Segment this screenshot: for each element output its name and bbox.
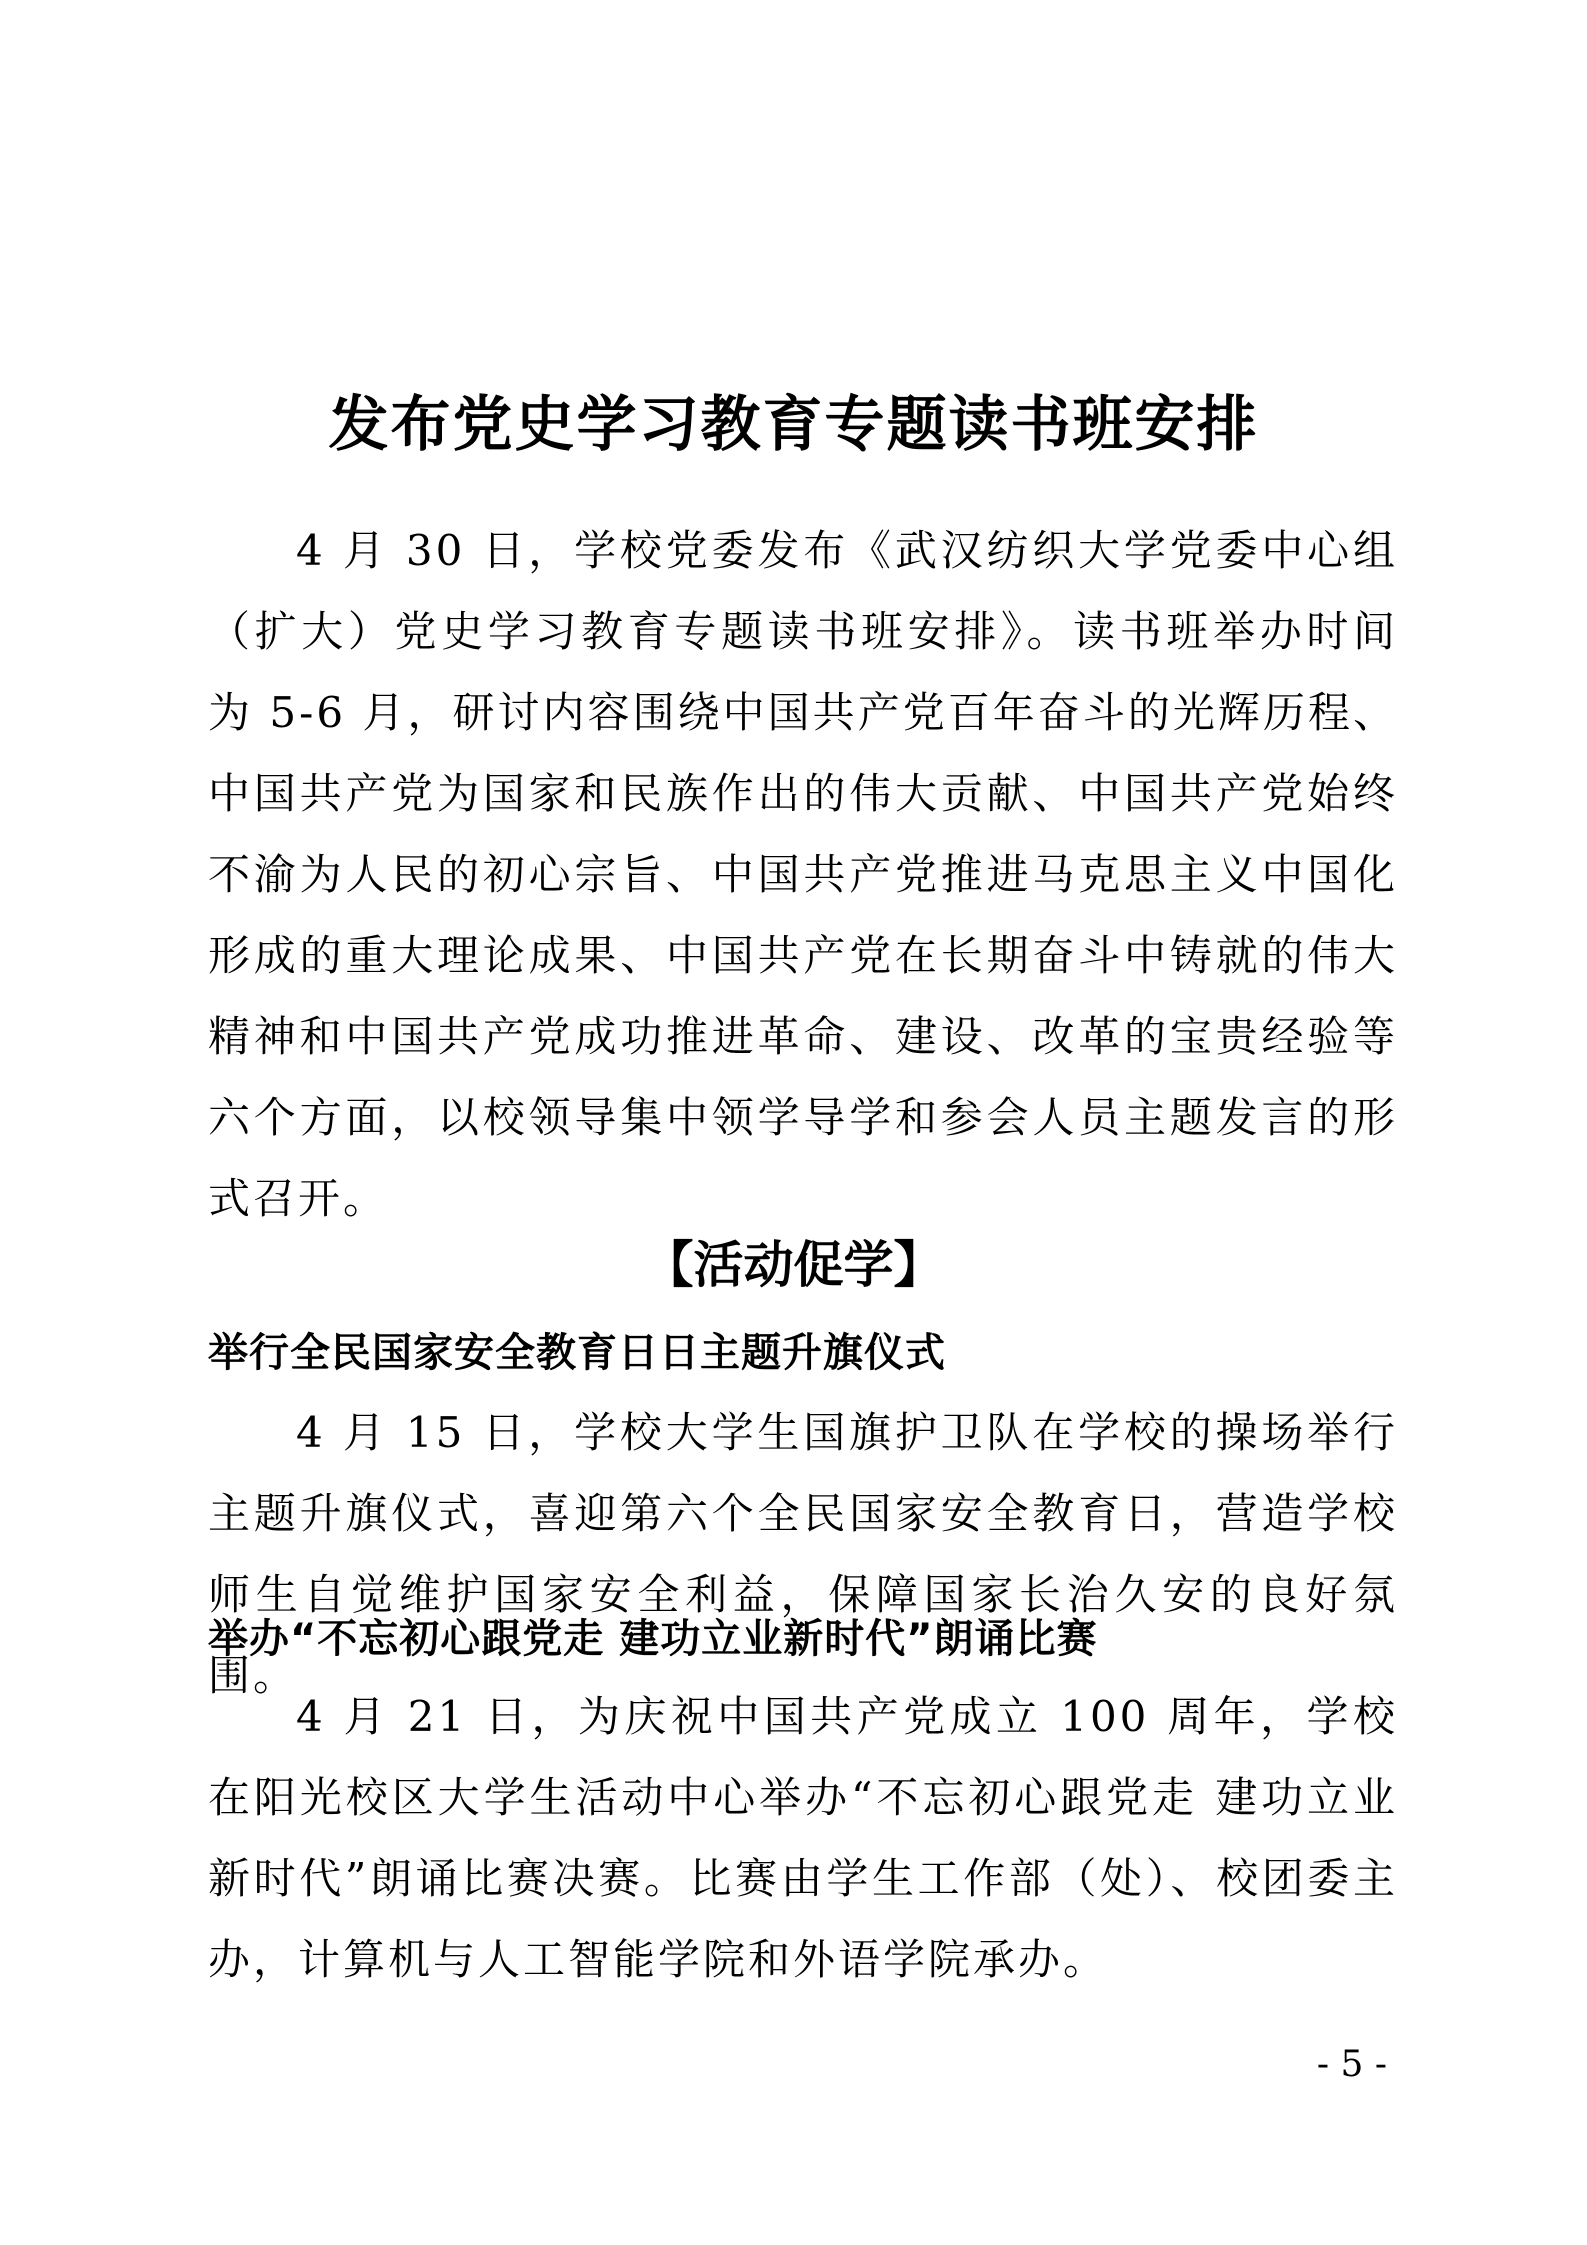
section-heading: 【活动促学】 [643, 1235, 944, 1294]
article-title: 发布党史学习教育专题读书班安排 [328, 390, 1259, 460]
page-number: - 5 - [1316, 2044, 1387, 2085]
item-heading-recitation-contest: 举办“不忘初心跟党走 建功立业新时代”朗诵比赛 [208, 1616, 1098, 1662]
item-heading-flag-ceremony: 举行全民国家安全教育日日主题升旗仪式 [208, 1330, 946, 1376]
item-paragraph-flag-ceremony: 4 月 15 日，学校大学生国旗护卫队在学校的操场举行主题升旗仪式，喜迎第六个全民国家安全教育日，营造学校师生自觉维护国家安全利益，保障国家长治久安的良好氛围。 [208, 1408, 1398, 1700]
article-paragraph: 4 月 30 日，学校党委发布《武汉纺织大学党委中心组（扩大）党史学习教育专题读书班安排》。读书班举办时间为 5-6 月，研讨内容围绕中国共产党百年奋斗的光辉历程、中国共产党为国家和民族作出的伟大贡献、中国共产党始终不渝为人民的初心宗旨、中国共产党推进马克思主义中国化形成的重大理论成果、中国共产党在长期奋斗中铸就的伟大精神和中国共产党成功推进革命、建设、改革的宝贵经验等六个方面，以校领导集中领学导学和参会人员主题发言的形式召开。 [208, 526, 1398, 1223]
item-paragraph-recitation-contest: 4 月 21 日，为庆祝中国共产党成立 100 周年，学校在阳光校区大学生活动中心举办“不忘初心跟党走 建功立业新时代”朗诵比赛决赛。比赛由学生工作部（处）、校团委主办，计算机与人工智能学院和外语学院承办。 [208, 1692, 1398, 1984]
